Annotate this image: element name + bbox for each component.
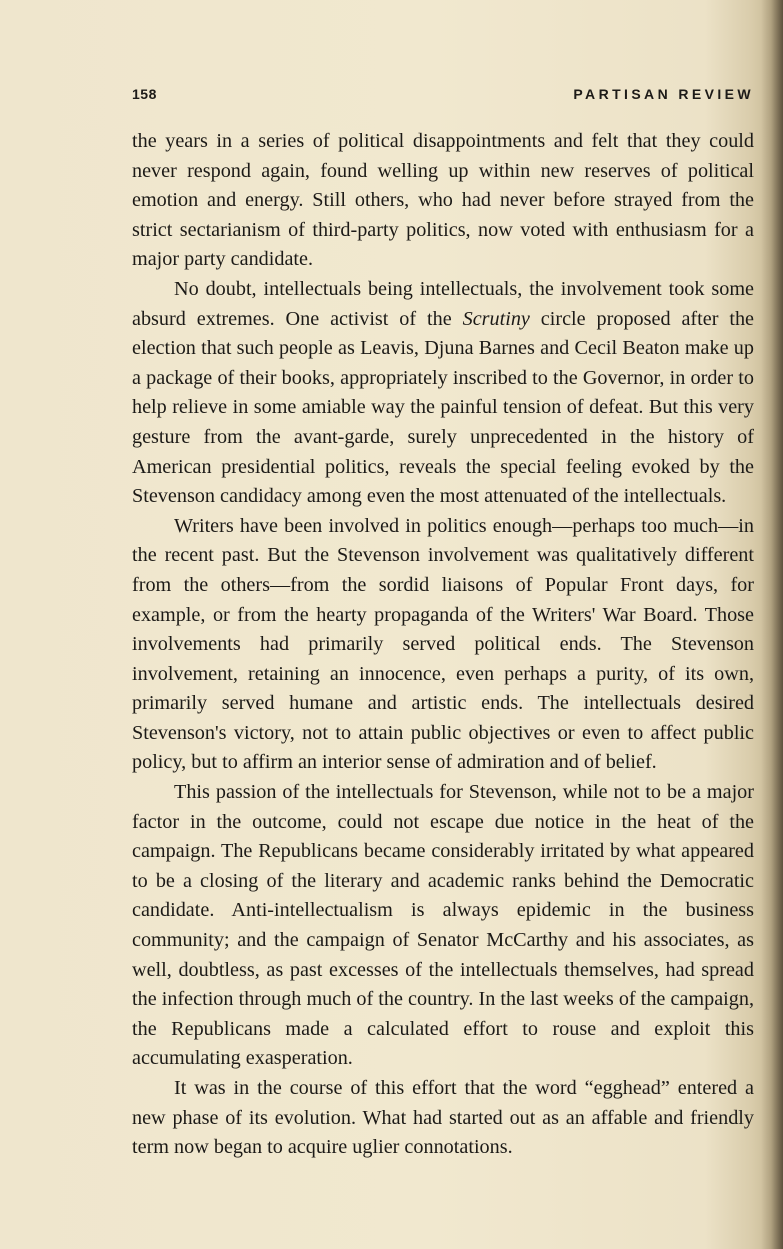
paragraph-4: This passion of the intellectuals for Stevenson, while not to be a major factor in the outcome, could not escape due notice in the heat of the campaign. The Republicans became considerably irritated by what appeared to be a closing of the literary and academic ranks behind the Democratic candidate. Anti-intellectualism is always epidemic in the business community; and the campaign of Senator McCarthy and his associates, as well, doubtless, as past excesses of the intellectuals themselves, had spread the infection through much of the country. In the last weeks of the campaign, the Republicans made a calculated effort to rouse and exploit this accumulating exasperation. [132, 781, 754, 1070]
paragraph-5: It was in the course of this effort that the word “egghead” entered a new phase of its evolution. What had started out as an affable and friendly term now began to acquire uglier connotations. [132, 1077, 754, 1159]
page-header [132, 86, 754, 108]
paragraph-1: the years in a series of political disappointments and felt that they could never respond again, found welling up within new reserves of political emotion and energy. Still others, who had never before strayed from the strict sectarianism of third-party politics, now voted with enthusiasm for a major party candidate. [132, 130, 754, 271]
paragraph-2-part-2: circle proposed after the election that such people as Leavis, Djuna Barnes and Cecil Beaton make up a package of their books, appropriately inscribed to the Governor, in order to help relieve in some amiable way the painful tension of defeat. But this very gesture from the avant-garde, surely unprecedented in the history of American presidential politics, reveals the special feeling evoked by the Stevenson candidacy among even the most attenuated of the intellectuals. [132, 307, 754, 508]
journal-title-scrutiny: Scrutiny [462, 307, 530, 330]
running-head: PARTISAN REVIEW [573, 86, 754, 102]
binding-shadow [761, 0, 783, 1249]
paragraph-2 [132, 275, 754, 512]
body-text [132, 127, 754, 1163]
paragraph-2-part-1: No doubt, intellectuals being intellectuals, the involvement took some absurd extremes. One activist of the [132, 277, 754, 330]
paragraph-3: Writers have been involved in politics enough—perhaps too much—in the recent past. But the Stevenson involvement was qualitatively different from the others—from the sordid liaisons of Popular Front days, for example, or from the hearty propaganda of the Writers' War Board. Those involvements had primarily served political ends. The Stevenson involvement, retaining an innocence, even perhaps a purity, of its own, primarily served humane and artistic ends. The intellectuals desired Stevenson's victory, not to attain public objectives or even to affect public policy, but to affirm an interior sense of admiration and of belief. [132, 514, 754, 774]
page-number: 158 [132, 86, 157, 102]
